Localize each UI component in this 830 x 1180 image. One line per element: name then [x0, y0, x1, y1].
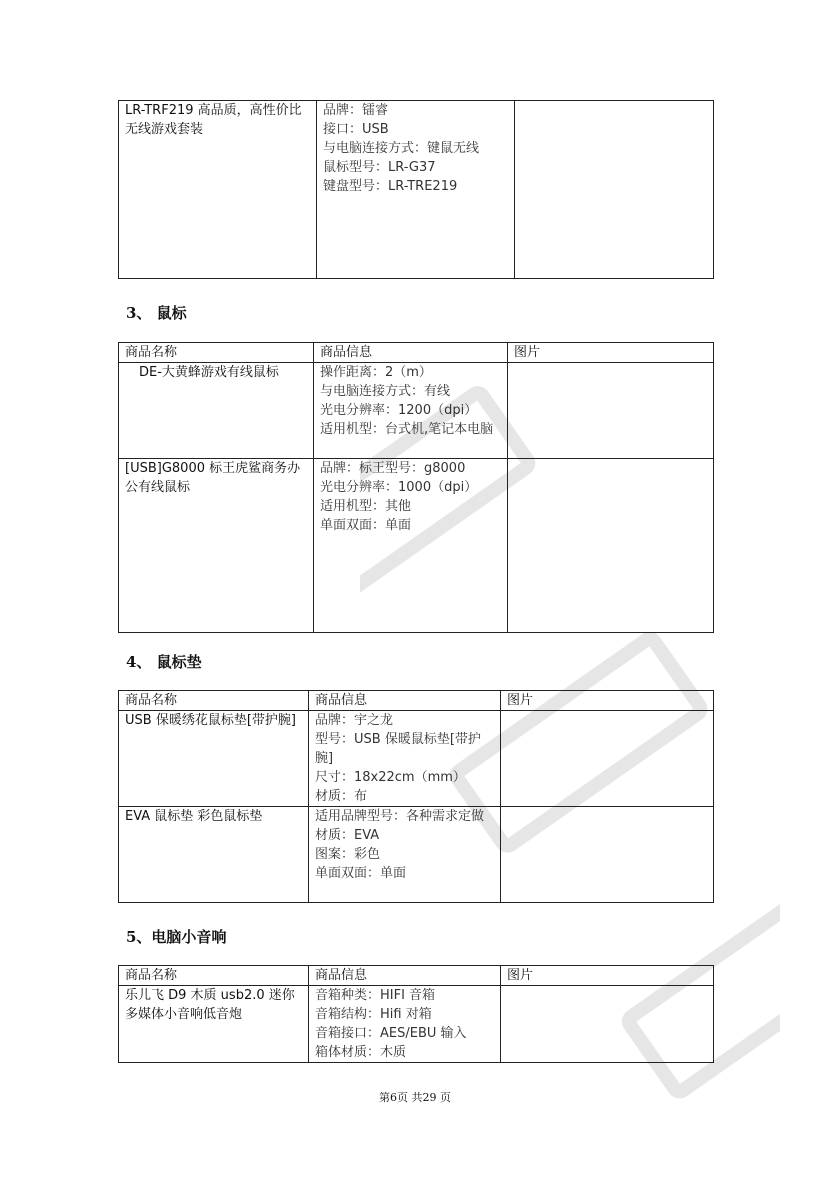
section-heading-mousepad: 4、 鼠标垫: [126, 653, 202, 671]
info-line: 音箱种类：HIFI 音箱: [315, 988, 436, 1003]
info-line: 适用机型：台式机,笔记本电脑: [320, 422, 494, 437]
info-line: 操作距离：2（m）: [320, 365, 432, 380]
keyboard-table: [118, 100, 714, 279]
section-heading-mouse: 3、 鼠标: [126, 304, 187, 322]
info-line: 材质：EVA: [315, 828, 380, 843]
info-line: 光电分辨率：1000（dpi）: [320, 480, 478, 495]
product-info: [314, 459, 508, 633]
info-line: 接口：USB: [323, 122, 389, 137]
column-header: 商品信息: [314, 343, 508, 363]
column-header: 商品名称: [119, 343, 314, 363]
column-header: 商品信息: [309, 966, 501, 986]
info-line: 单面双面：单面: [315, 866, 407, 881]
product-name: [USB]G8000 标王虎鲨商务办公有线鼠标: [119, 459, 314, 633]
product-image-cell: [501, 986, 714, 1063]
speaker-table: [118, 965, 714, 1063]
info-line: 品牌：标王型号：g8000: [320, 461, 466, 476]
product-image-cell: [508, 363, 714, 459]
info-line: 单面双面：单面: [320, 518, 412, 533]
product-info: [309, 711, 501, 807]
product-name: EVA 鼠标垫 彩色鼠标垫: [119, 807, 309, 903]
mousepad-table: [118, 690, 714, 903]
column-header: 商品名称: [119, 966, 309, 986]
table-row: [119, 711, 714, 807]
product-info: [314, 363, 508, 459]
product-info: [309, 807, 501, 903]
table-header-row: [119, 966, 714, 986]
info-line: 品牌：宇之龙: [315, 713, 394, 728]
column-header: 图片: [501, 691, 714, 711]
info-line: 键盘型号：LR-TRE219: [323, 179, 458, 194]
column-header: 商品信息: [309, 691, 501, 711]
column-header: 商品名称: [119, 691, 309, 711]
table-row: [119, 363, 714, 459]
info-line: 光电分辨率：1200（dpi）: [320, 403, 478, 418]
info-line: 适用品牌型号：各种需求定做: [315, 809, 485, 824]
mouse-table: [118, 342, 714, 633]
info-line: 鼠标型号：LR-G37: [323, 160, 436, 175]
info-line: 适用机型：其他: [320, 499, 412, 514]
column-header: 图片: [501, 966, 714, 986]
product-image-cell: [515, 101, 714, 279]
info-line: 品牌：镭睿: [323, 103, 389, 118]
product-image-cell: [501, 807, 714, 903]
table-header-row: [119, 343, 714, 363]
product-name: LR-TRF219 高品质，高性价比无线游戏套装: [119, 101, 317, 279]
product-name: 乐儿飞 D9 木质 usb2.0 迷你多媒体小音响低音炮: [119, 986, 309, 1063]
info-line: 图案：彩色: [315, 847, 381, 862]
info-line: 与电脑连接方式：有线: [320, 384, 451, 399]
info-line: 型号：USB 保暖鼠标垫[带护腕]: [315, 732, 481, 766]
table-row: [119, 807, 714, 903]
table-row: [119, 459, 714, 633]
section-heading-speaker: 5、电脑小音响: [126, 928, 227, 946]
table-header-row: [119, 691, 714, 711]
product-name: DE-大黄蜂游戏有线鼠标: [119, 363, 314, 459]
product-image-cell: [508, 459, 714, 633]
table-row: [119, 986, 714, 1063]
table-row: [119, 101, 714, 279]
info-line: 与电脑连接方式：键鼠无线: [323, 141, 480, 156]
page-footer: 第6页 共29 页: [379, 1091, 451, 1104]
info-line: 材质：布: [315, 789, 368, 804]
info-line: 尺寸：18x22cm（mm）: [315, 770, 466, 785]
column-header: 图片: [508, 343, 714, 363]
product-info: [309, 986, 501, 1063]
product-name: USB 保暖绣花鼠标垫[带护腕]: [119, 711, 309, 807]
product-image-cell: [501, 711, 714, 807]
info-line: 音箱结构：Hifi 对箱: [315, 1007, 432, 1022]
info-line: 箱体材质：木质: [315, 1045, 407, 1060]
product-info: [317, 101, 515, 279]
info-line: 音箱接口：AES/EBU 输入: [315, 1026, 467, 1041]
